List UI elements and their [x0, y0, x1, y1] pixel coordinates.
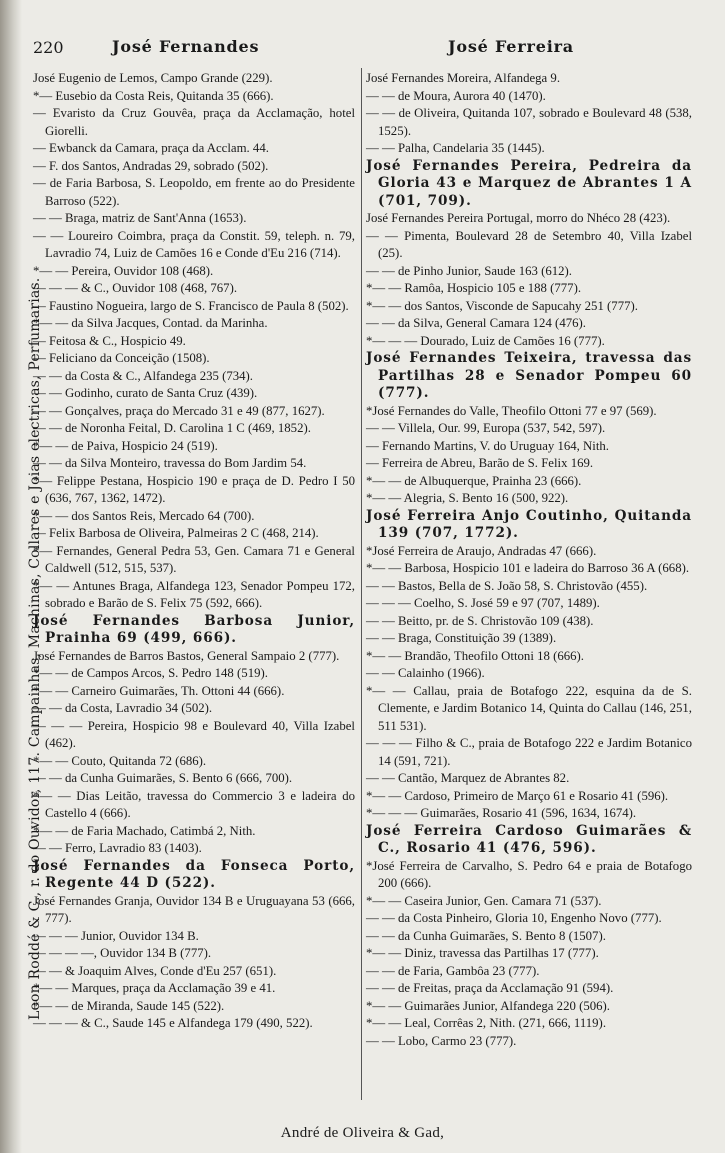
directory-entry: *— — Alegria, S. Bento 16 (500, 922). — [366, 491, 569, 505]
directory-entry: *— — de Campos Arcos, S. Pedro 148 (519). — [33, 666, 268, 680]
directory-entry: *— — — Dourado, Luiz de Camões 16 (777). — [366, 333, 605, 348]
directory-entry: *— — dos Santos Reis, Mercado 64 (700). — [33, 508, 255, 523]
directory-heading-entry: José Fernandes Barbosa Junior, Prainha 69 (499, 666). — [33, 612, 355, 646]
directory-entry: *— — Carneiro Guimarães, Th. Ottoni 44 (666). — [33, 683, 285, 698]
page-header — [0, 38, 725, 62]
directory-entry: José Fernandes de Barros Bastos, General Sampaio 2 (777). — [33, 648, 340, 663]
directory-entry: *— — — Guimarães, Rosario 41 (596, 1634, 1674). — [366, 806, 637, 820]
left-column — [33, 70, 355, 1033]
directory-entry: — — Pimenta, Boulevard 28 de Setembro 40, Villa Izabel (25). — [366, 228, 692, 260]
directory-entry: — — Loureiro Coimbra, praça da Constit. 59, teleph. n. 79, Lavradio 74, Luiz de Camões 16 e Conde d'Eu 216 (714). — [33, 228, 355, 260]
directory-entry: — — da Costa & C., Alfandega 235 (734). — [33, 368, 254, 383]
directory-entry: *— — Marques, praça da Acclamação 39 e 41. — [33, 981, 276, 995]
directory-entry: José Eugenio de Lemos, Campo Grande (229). — [33, 71, 273, 85]
directory-heading-entry: José Fernandes Pereira, Pedreira da Gloria 43 e Marquez de Abrantes 1 A (701, 709). — [366, 157, 692, 209]
directory-entry: *— — dos Santos, Visconde de Sapucahy 251 (777). — [366, 298, 638, 313]
directory-heading-entry: José Fernandes Teixeira, travessa das Partilhas 28 e Senador Pompeu 60 (777). — [366, 350, 692, 401]
directory-entry: *— — Leal, Corrêas 2, Nith. (271, 666, 1119). — [366, 1016, 607, 1030]
directory-entry: — — — Junior, Ouvidor 134 B. — [33, 928, 199, 943]
directory-entry: *— — Cardoso, Primeiro de Março 61 e Rosario 41 (596). — [366, 788, 669, 803]
directory-entry: — — Gonçalves, praça do Mercado 31 e 49 (877, 1627). — [33, 403, 325, 418]
directory-entry: — Feitosa & C., Hospicio 49. — [33, 333, 186, 348]
directory-entry: *José Fernandes do Valle, Theofilo Ottoni 77 e 97 (569). — [366, 403, 657, 418]
directory-entry: — — — Coelho, S. José 59 e 97 (707, 1489). — [366, 596, 600, 610]
directory-entry: — — & Joaquim Alves, Conde d'Eu 257 (651). — [33, 963, 277, 978]
directory-entry: — — Villela, Our. 99, Europa (537, 542, 597). — [366, 421, 606, 435]
right-column — [366, 70, 692, 1050]
directory-entry: *— Eusebio da Costa Reis, Quitanda 35 (666). — [33, 88, 274, 103]
directory-entry: — Feliciano da Conceição (1508). — [33, 351, 210, 365]
page-number: 220 — [33, 38, 64, 57]
directory-entry: *— — Pereira, Ouvidor 108 (468). — [33, 263, 214, 278]
directory-entry: — — Calainho (1966). — [366, 666, 485, 680]
directory-entry: — — Bastos, Bella de S. João 58, S. Christovão (455). — [366, 578, 648, 593]
directory-entry: *José Ferreira de Araujo, Andradas 47 (666). — [366, 543, 597, 558]
directory-entry: — Ewbanck da Camara, praça da Acclam. 44. — [33, 141, 269, 155]
directory-entry: — Felix Barbosa de Oliveira, Palmeiras 2 C (468, 214). — [33, 526, 319, 540]
directory-entry: — — — Pereira, Hospicio 98 e Boulevard 40, Villa Izabel (462). — [33, 718, 355, 750]
directory-entry: — — Palha, Candelaria 35 (1445). — [366, 141, 545, 155]
directory-entry: *— — Barbosa, Hospicio 101 e ladeira do Barroso 36 A (668). — [366, 561, 690, 575]
directory-entry: *— — de Faria Machado, Catimbá 2, Nith. — [33, 823, 256, 838]
directory-entry: José Fernandes Pereira Portugal, morro do Nhéco 28 (423). — [366, 211, 671, 225]
directory-entry: — — Ferro, Lavradio 83 (1403). — [33, 841, 202, 855]
directory-entry: — — Braga, matriz de Sant'Anna (1653). — [33, 211, 247, 225]
directory-entry: — Faustino Nogueira, largo de S. Francisco de Paula 8 (502). — [33, 298, 349, 313]
directory-entry: — — Beitto, pr. de S. Christovão 109 (438). — [366, 613, 594, 628]
directory-entry: — — de Faria, Gambôa 23 (777). — [366, 963, 540, 978]
directory-entry: *— Fernandes, General Pedra 53, Gen. Camara 71 e General Caldwell (512, 515, 537). — [33, 543, 355, 575]
directory-entry: — — — & C., Ouvidor 108 (468, 767). — [33, 281, 238, 295]
directory-entry: *— — Diniz, travessa das Partilhas 17 (777). — [366, 946, 599, 960]
directory-entry: *José Ferreira de Carvalho, S. Pedro 64 e praia de Botafogo 200 (666). — [366, 858, 692, 890]
directory-entry: — Fernando Martins, V. do Uruguay 164, Nith. — [366, 438, 610, 453]
directory-entry: *— — Ramôa, Hospicio 105 e 188 (777). — [366, 281, 582, 295]
directory-entry: — — Lobo, Carmo 23 (777). — [366, 1033, 517, 1048]
directory-entry: *— — Callau, praia de Botafogo 222, esquina da de S. Clemente, e Jardim Botanico 14, Quinta do Callau (146, 251, 511 531). — [366, 683, 692, 733]
running-title-right: José Ferreira — [448, 37, 574, 56]
page-spine-shadow — [0, 0, 22, 1153]
directory-entry: — — da Costa, Lavradio 34 (502). — [33, 701, 213, 715]
directory-entry: — — da Costa Pinheiro, Gloria 10, Engenho Novo (777). — [366, 911, 662, 925]
directory-heading-entry: José Fernandes da Fonseca Porto, Regente 44 D (522). — [33, 857, 355, 891]
column-divider — [361, 68, 362, 1100]
directory-entry: — — — & C., Saude 145 e Alfandega 179 (490, 522). — [33, 1016, 313, 1030]
directory-entry: — — de Pinho Junior, Saude 163 (612). — [366, 263, 572, 278]
directory-entry: — de Faria Barbosa, S. Leopoldo, em frente ao do Presidente Barroso (522). — [33, 176, 355, 208]
running-title-left: José Fernandes — [112, 37, 260, 56]
directory-entry: — — — Filho & C., praia de Botafogo 222 e Jardim Botanico 14 (591, 721). — [366, 736, 692, 768]
directory-entry: — — de Noronha Feital, D. Carolina 1 C (469, 1852). — [33, 421, 311, 435]
directory-entry: *— Felippe Pestana, Hospicio 190 e praça de D. Pedro I 50 (636, 767, 1362, 1472). — [33, 473, 355, 505]
footer-advertiser: André de Oliveira & Gad, — [280, 1125, 445, 1141]
directory-entry: — — de Oliveira, Quitanda 107, sobrado e Boulevard 48 (538, 1525). — [366, 106, 692, 138]
directory-entry: José Fernandes Moreira, Alfandega 9. — [366, 71, 561, 85]
directory-entry: *— — de Albuquerque, Prainha 23 (666). — [366, 473, 582, 488]
directory-heading-entry: José Ferreira Cardoso Guimarães & C., Rosario 41 (476, 596). — [366, 822, 692, 856]
directory-entry: — — Godinho, curato de Santa Cruz (439). — [33, 386, 258, 400]
directory-entry: *— — de Miranda, Saude 145 (522). — [33, 998, 225, 1013]
directory-entry: José Fernandes Granja, Ouvidor 134 B e Uruguayana 53 (666, 777). — [33, 893, 355, 925]
directory-entry: — — de Freitas, praça da Acclamação 91 (594). — [366, 981, 614, 995]
directory-entry: — Ferreira de Abreu, Barão de S. Felix 169. — [366, 456, 594, 470]
directory-entry: — — da Silva, General Camara 124 (476). — [366, 316, 586, 330]
directory-entry: *— — Brandão, Theofilo Ottoni 18 (666). — [366, 648, 584, 663]
directory-entry: *— — Dias Leitão, travessa do Commercio 3 e ladeira do Castello 4 (666). — [33, 788, 355, 820]
directory-heading-entry: José Ferreira Anjo Coutinho, Quitanda 139 (707, 1772). — [366, 507, 692, 541]
directory-entry: — — de Moura, Aurora 40 (1470). — [366, 88, 546, 103]
directory-entry: *— — Caseira Junior, Gen. Camara 71 (537). — [366, 893, 602, 908]
directory-entry: *— — da Silva Jacques, Contad. da Marinha. — [33, 316, 268, 330]
directory-entry: — — da Cunha Guimarães, S. Bento 6 (666, 700). — [33, 771, 293, 785]
directory-entry: *— — Guimarães Junior, Alfandega 220 (506). — [366, 998, 610, 1013]
side-advertisement: Leon Roddé & C., r. do Ouvidor, 117. Campainhas, Machinas, Collares e Joias electricas, Perfumarias. — [27, 277, 43, 1020]
directory-entry: — Evaristo da Cruz Gouvêa, praça da Acclamação, hotel Giorelli. — [33, 106, 355, 138]
directory-entry: *— — Antunes Braga, Alfandega 123, Senador Pompeu 172, sobrado e Barão de S. Felix 75 (592, 666). — [33, 578, 355, 610]
directory-entry: — — da Silva Monteiro, travessa do Bom Jardim 54. — [33, 456, 307, 470]
directory-entry: — F. dos Santos, Andradas 29, sobrado (502). — [33, 158, 269, 173]
directory-entry: *— — de Paiva, Hospicio 24 (519). — [33, 438, 218, 453]
directory-entry: — — — —, Ouvidor 134 B (777). — [33, 946, 212, 960]
directory-entry: — — Cantão, Marquez de Abrantes 82. — [366, 771, 570, 785]
directory-entry: — — Braga, Constituição 39 (1389). — [366, 631, 557, 645]
directory-entry: *— — Couto, Quitanda 72 (686). — [33, 753, 207, 768]
directory-entry: — — da Cunha Guimarães, S. Bento 8 (1507). — [366, 928, 606, 943]
